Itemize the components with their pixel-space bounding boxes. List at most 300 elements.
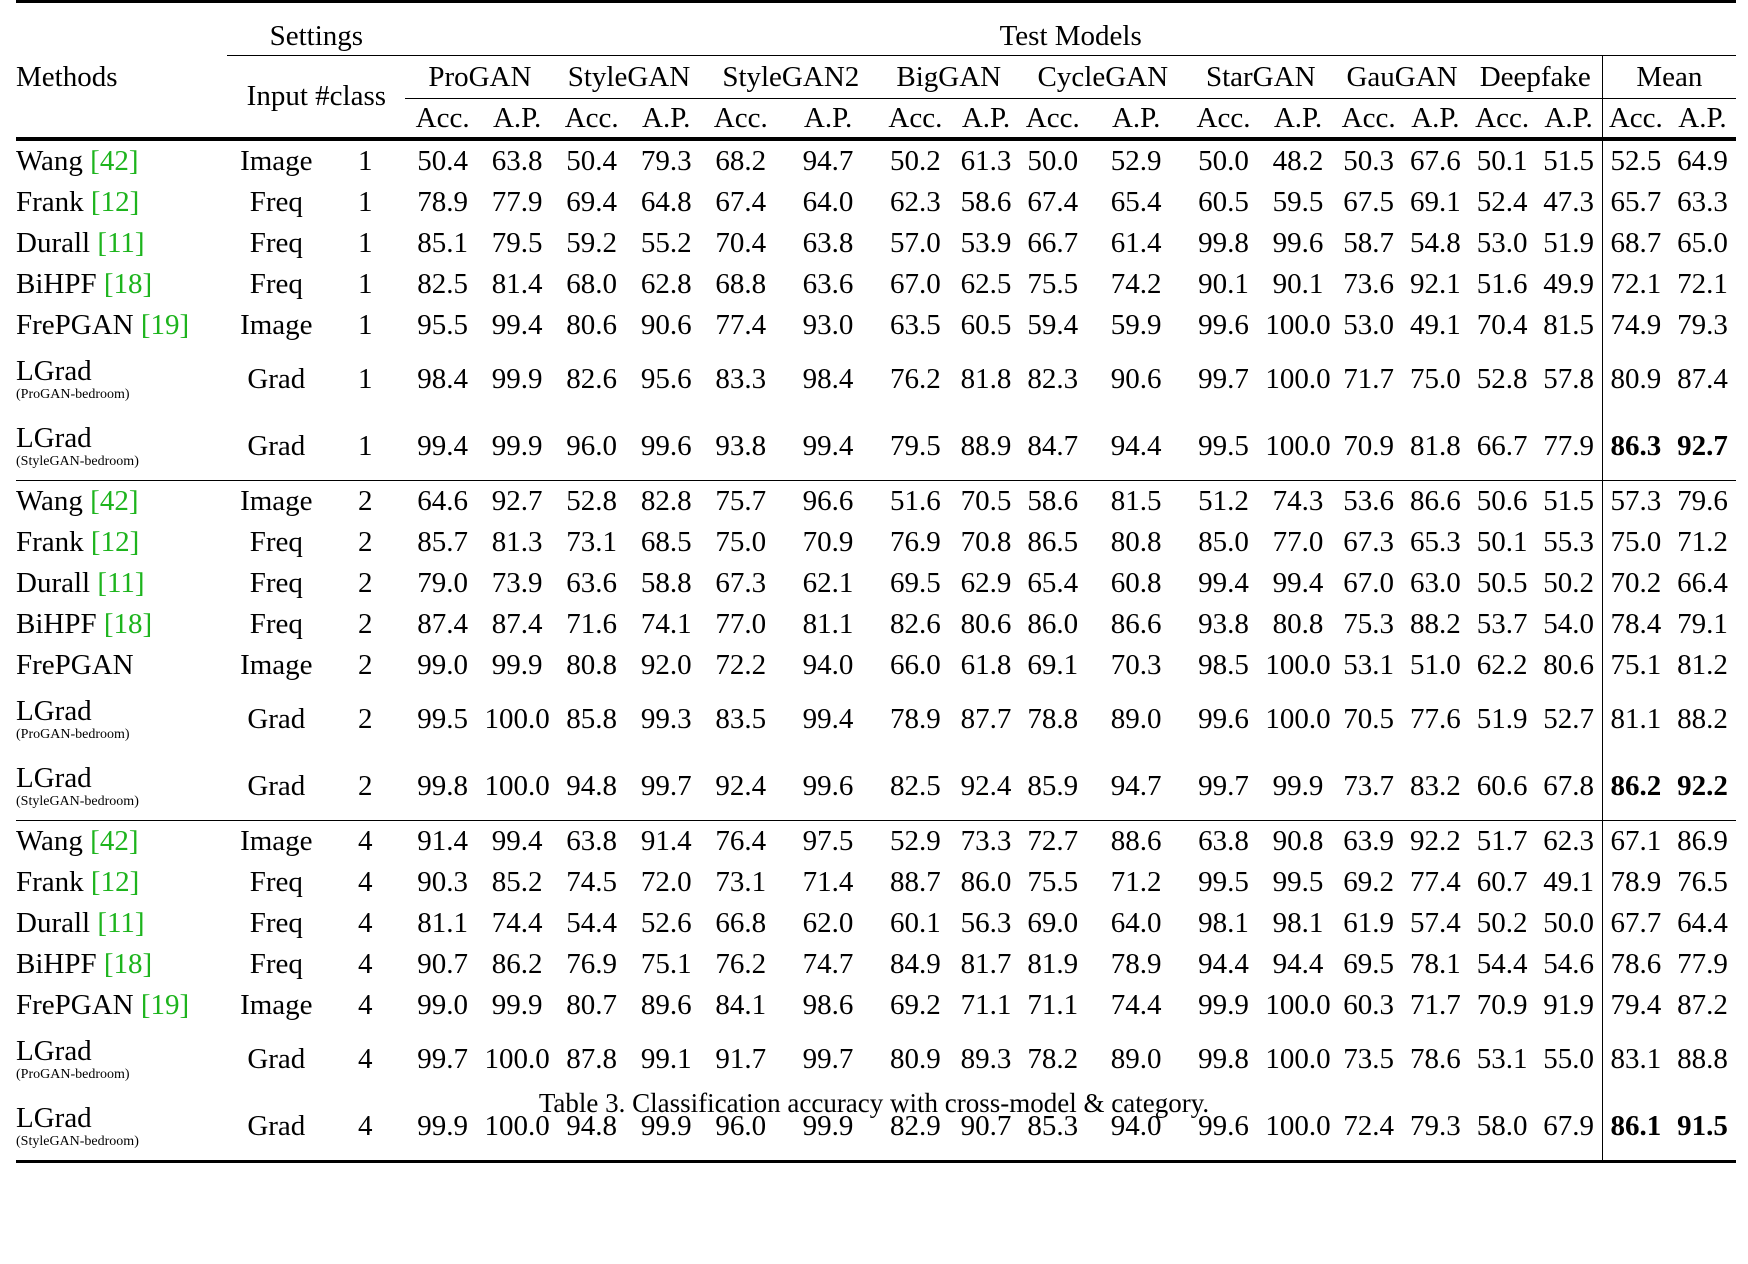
acc-value: 86.2 xyxy=(1602,753,1669,821)
citation-link[interactable]: [42] xyxy=(90,145,139,177)
ap-value: 81.2 xyxy=(1677,649,1728,681)
ap-value: 80.6 xyxy=(960,608,1012,640)
ap-value: 71.7 xyxy=(1410,989,1461,1021)
acc-value: 67.4 xyxy=(715,186,767,218)
ap-value: 100.0 xyxy=(484,703,550,735)
acc-value: 73.5 xyxy=(1343,1043,1395,1075)
header-metric-acc: Acc. xyxy=(1025,101,1080,134)
header-model-gaugan: GauGAN xyxy=(1335,56,1468,99)
acc-value: 63.6 xyxy=(566,567,618,599)
table-row xyxy=(16,985,1736,1026)
acc-value: 82.3 xyxy=(1027,363,1079,395)
acc-value: 69.4 xyxy=(566,186,618,218)
ap-value: 55.3 xyxy=(1543,526,1594,558)
input-cell: Freq xyxy=(249,186,303,218)
ap-value: 100.0 xyxy=(1265,989,1331,1021)
method-name: LGrad xyxy=(16,695,92,727)
acc-value: 93.8 xyxy=(715,430,767,462)
acc-value: 59.4 xyxy=(1027,309,1079,341)
acc-value: 99.6 xyxy=(1198,703,1249,735)
method-label xyxy=(16,269,227,300)
method-name: Durall xyxy=(16,567,91,599)
ap-value: 60.8 xyxy=(1110,567,1162,599)
ap-value: 63.0 xyxy=(1410,567,1461,599)
acc-value: 81.1 xyxy=(1602,686,1669,753)
acc-value: 82.6 xyxy=(566,363,618,395)
citation-link[interactable]: [42] xyxy=(90,825,139,857)
ap-value: 70.9 xyxy=(802,526,854,558)
ap-value: 82.8 xyxy=(629,481,704,523)
header-metric-ap: A.P. xyxy=(803,101,853,134)
ap-value: 79.1 xyxy=(1677,608,1728,640)
ap-value: 99.6 xyxy=(640,430,692,462)
ap-value: 64.9 xyxy=(1669,139,1736,182)
acc-value: 51.6 xyxy=(878,481,953,523)
method-cell xyxy=(16,944,227,985)
class-count-cell: 2 xyxy=(358,567,373,599)
method-cell xyxy=(16,182,227,223)
ap-value: 96.6 xyxy=(778,481,878,523)
acc-value: 91.7 xyxy=(715,1043,767,1075)
acc-value: 74.9 xyxy=(1602,305,1669,346)
citation-link[interactable]: [19] xyxy=(140,989,190,1021)
ap-value: 99.6 xyxy=(802,770,854,802)
acc-value: 50.2 xyxy=(878,139,953,182)
acc-value: 86.3 xyxy=(1602,413,1669,481)
ap-value: 54.6 xyxy=(1543,948,1594,980)
acc-value: 75.0 xyxy=(715,526,767,558)
ap-value: 92.2 xyxy=(1677,770,1728,802)
header-metric-ap: A.P. xyxy=(961,101,1011,134)
input-cell: Image xyxy=(240,649,313,681)
method-name: Frank xyxy=(16,866,84,898)
table-row xyxy=(16,346,1736,413)
ap-value: 52.7 xyxy=(1543,703,1594,735)
acc-value: 50.4 xyxy=(405,139,480,182)
ap-value: 92.4 xyxy=(960,770,1012,802)
method-label xyxy=(16,1036,227,1067)
acc-value: 53.6 xyxy=(1335,481,1402,523)
ap-value: 67.8 xyxy=(1543,770,1594,802)
method-cell xyxy=(16,264,227,305)
acc-value: 99.9 xyxy=(417,1110,468,1142)
method-subtitle: (StyleGAN-bedroom) xyxy=(16,794,139,809)
header-metric-acc: Acc. xyxy=(1475,101,1530,134)
ap-value: 67.9 xyxy=(1543,1110,1594,1142)
input-cell: Freq xyxy=(249,268,303,300)
method-name: Wang xyxy=(16,145,83,177)
ap-value: 77.4 xyxy=(1410,866,1461,898)
acc-value: 82.6 xyxy=(890,608,941,640)
ap-value: 65.0 xyxy=(1677,227,1728,259)
acc-value: 94.8 xyxy=(566,1110,618,1142)
acc-value: 60.1 xyxy=(890,907,941,939)
method-label xyxy=(16,650,227,681)
acc-value: 68.8 xyxy=(715,268,767,300)
ap-value: 79.6 xyxy=(1669,481,1736,523)
header-metric-ap: A.P. xyxy=(1411,101,1460,134)
input-cell: Image xyxy=(240,989,313,1021)
ap-value: 51.5 xyxy=(1535,481,1602,523)
acc-value: 75.5 xyxy=(1027,268,1079,300)
table-row xyxy=(16,1026,1736,1093)
acc-value: 78.9 xyxy=(1602,862,1669,903)
acc-value: 90.1 xyxy=(1198,268,1249,300)
results-table-wrapper xyxy=(16,0,1736,1163)
acc-value: 73.1 xyxy=(715,866,767,898)
ap-value: 88.2 xyxy=(1677,703,1728,735)
acc-value: 96.0 xyxy=(715,1110,767,1142)
citation-link[interactable]: [11] xyxy=(97,567,145,599)
method-label xyxy=(16,187,227,218)
ap-value: 77.9 xyxy=(491,186,543,218)
ap-value: 50.0 xyxy=(1543,907,1594,939)
ap-value: 80.6 xyxy=(1543,649,1594,681)
citation-link[interactable]: [12] xyxy=(90,526,140,558)
ap-value: 97.5 xyxy=(778,821,878,863)
ap-value: 88.2 xyxy=(1410,608,1461,640)
ap-value: 70.3 xyxy=(1110,649,1162,681)
acc-value: 67.0 xyxy=(1343,567,1395,599)
method-name: BiHPF xyxy=(16,268,97,300)
class-count-cell: 1 xyxy=(358,309,373,341)
method-name: LGrad xyxy=(16,762,92,794)
class-count-cell: 2 xyxy=(358,526,373,558)
method-label xyxy=(16,763,227,794)
acc-value: 62.2 xyxy=(1476,649,1528,681)
citation-link[interactable]: [18] xyxy=(103,608,153,640)
header-metric-ap: A.P. xyxy=(1544,101,1593,134)
method-cell xyxy=(16,862,227,903)
ap-value: 92.0 xyxy=(640,649,692,681)
citation-link[interactable]: [19] xyxy=(140,309,190,341)
citation-link[interactable]: [11] xyxy=(97,227,145,259)
ap-value: 90.1 xyxy=(1272,268,1324,300)
ap-value: 58.8 xyxy=(640,567,692,599)
acc-value: 79.4 xyxy=(1602,985,1669,1026)
ap-value: 67.6 xyxy=(1402,139,1469,182)
acc-value: 53.0 xyxy=(1476,227,1528,259)
table-row xyxy=(16,903,1736,944)
acc-value: 57.3 xyxy=(1602,481,1669,523)
ap-value: 87.2 xyxy=(1677,989,1728,1021)
method-name: FrePGAN xyxy=(16,649,134,681)
class-count-cell: 4 xyxy=(325,821,405,863)
acc-value: 68.7 xyxy=(1602,223,1669,264)
method-name: FrePGAN xyxy=(16,989,134,1021)
acc-value: 84.9 xyxy=(890,948,941,980)
class-count-cell: 1 xyxy=(358,363,373,395)
ap-value: 64.8 xyxy=(640,186,692,218)
acc-value: 66.0 xyxy=(890,649,941,681)
ap-value: 81.7 xyxy=(960,948,1012,980)
class-count-cell: 2 xyxy=(358,649,373,681)
input-cell: Grad xyxy=(247,703,306,735)
ap-value: 71.2 xyxy=(1677,526,1728,558)
acc-value: 68.0 xyxy=(566,268,618,300)
acc-value: 80.9 xyxy=(1602,346,1669,413)
input-cell: Freq xyxy=(249,948,303,980)
acc-value: 99.0 xyxy=(417,649,468,681)
ap-value: 81.5 xyxy=(1086,481,1186,523)
header-input: Input xyxy=(246,80,308,112)
acc-value: 99.5 xyxy=(1198,430,1249,462)
ap-value: 99.7 xyxy=(802,1043,854,1075)
method-subtitle: (ProGAN-bedroom) xyxy=(16,387,130,402)
ap-value: 81.5 xyxy=(1543,309,1594,341)
ap-value: 79.5 xyxy=(491,227,543,259)
acc-value: 98.5 xyxy=(1198,649,1249,681)
method-cell xyxy=(16,563,227,604)
table-body xyxy=(16,139,1736,1160)
acc-value: 71.7 xyxy=(1343,363,1395,395)
table-row xyxy=(16,753,1736,821)
ap-value: 94.7 xyxy=(1110,770,1162,802)
method-label xyxy=(16,310,227,341)
ap-value: 75.1 xyxy=(640,948,692,980)
ap-value: 49.1 xyxy=(1410,309,1461,341)
acc-value: 51.6 xyxy=(1476,268,1528,300)
acc-value: 70.4 xyxy=(1476,309,1528,341)
ap-value: 58.6 xyxy=(960,186,1012,218)
class-count-cell: 4 xyxy=(358,907,373,939)
table-row xyxy=(16,139,1736,182)
ap-value: 77.9 xyxy=(1677,948,1728,980)
ap-value: 64.0 xyxy=(802,186,854,218)
method-label xyxy=(16,486,227,517)
citation-link[interactable]: [12] xyxy=(90,866,140,898)
ap-value: 89.0 xyxy=(1110,703,1162,735)
acc-value: 74.5 xyxy=(566,866,618,898)
acc-value: 79.0 xyxy=(417,567,468,599)
acc-value: 99.6 xyxy=(1198,309,1249,341)
ap-value: 100.0 xyxy=(484,1043,550,1075)
acc-value: 66.8 xyxy=(715,907,767,939)
method-label xyxy=(16,826,227,857)
acc-value: 94.8 xyxy=(566,770,618,802)
ap-value: 47.3 xyxy=(1543,186,1594,218)
method-cell xyxy=(16,481,227,523)
acc-value: 90.3 xyxy=(417,866,468,898)
ap-value: 88.9 xyxy=(960,430,1012,462)
ap-value: 99.4 xyxy=(802,703,854,735)
method-cell xyxy=(16,903,227,944)
class-count-cell: 2 xyxy=(325,481,405,523)
ap-value: 100.0 xyxy=(1265,430,1331,462)
ap-value: 94.7 xyxy=(778,139,878,182)
ap-value: 99.9 xyxy=(491,430,543,462)
acc-value: 51.7 xyxy=(1469,821,1536,863)
acc-value: 98.4 xyxy=(417,363,468,395)
acc-value: 60.7 xyxy=(1476,866,1528,898)
acc-value: 58.7 xyxy=(1343,227,1395,259)
ap-value: 52.6 xyxy=(640,907,692,939)
method-label xyxy=(16,228,227,259)
acc-value: 50.1 xyxy=(1469,139,1536,182)
ap-value: 91.4 xyxy=(629,821,704,863)
acc-value: 83.3 xyxy=(715,363,767,395)
acc-value: 99.0 xyxy=(417,989,468,1021)
ap-value: 62.9 xyxy=(960,567,1012,599)
method-label xyxy=(16,146,227,177)
acc-value: 60.3 xyxy=(1343,989,1395,1021)
acc-value: 50.1 xyxy=(1476,526,1528,558)
acc-value: 85.8 xyxy=(566,703,618,735)
citation-link[interactable]: [42] xyxy=(90,485,139,517)
table-row xyxy=(16,481,1736,523)
ap-value: 78.1 xyxy=(1410,948,1461,980)
header-metric-acc: Acc. xyxy=(1602,99,1669,140)
acc-value: 69.5 xyxy=(890,567,941,599)
header-metric-acc: Acc. xyxy=(1341,101,1396,134)
acc-value: 78.9 xyxy=(417,186,468,218)
acc-value: 72.4 xyxy=(1343,1110,1395,1142)
acc-value: 78.9 xyxy=(890,703,941,735)
header-model-biggan: BigGAN xyxy=(878,56,1019,99)
input-cell: Image xyxy=(227,139,325,182)
ap-value: 48.2 xyxy=(1261,139,1336,182)
header-model-mean: Mean xyxy=(1602,56,1736,99)
ap-value: 65.3 xyxy=(1410,526,1461,558)
ap-value: 72.1 xyxy=(1677,268,1728,300)
header-metric-ap: A.P. xyxy=(1678,101,1727,134)
acc-value: 52.4 xyxy=(1476,186,1528,218)
acc-value: 75.1 xyxy=(1602,645,1669,686)
acc-value: 77.4 xyxy=(715,309,767,341)
input-cell: Freq xyxy=(249,567,303,599)
table-row xyxy=(16,645,1736,686)
ap-value: 71.4 xyxy=(802,866,854,898)
ap-value: 99.9 xyxy=(802,1110,854,1142)
acc-value: 50.0 xyxy=(1019,139,1086,182)
ap-value: 51.9 xyxy=(1543,227,1594,259)
acc-value: 69.2 xyxy=(1343,866,1395,898)
header-settings: Settings xyxy=(227,2,405,56)
acc-value: 81.1 xyxy=(417,907,468,939)
ap-value: 78.6 xyxy=(1410,1043,1461,1075)
ap-value: 81.8 xyxy=(1410,430,1461,462)
acc-value: 99.4 xyxy=(1198,567,1249,599)
header-metric-acc: Acc. xyxy=(713,101,768,134)
citation-link[interactable]: [12] xyxy=(90,186,140,218)
acc-value: 77.0 xyxy=(715,608,767,640)
acc-value: 78.6 xyxy=(1602,944,1669,985)
acc-value: 99.5 xyxy=(1198,866,1249,898)
ap-value: 98.6 xyxy=(802,989,854,1021)
method-cell xyxy=(16,645,227,686)
ap-value: 62.3 xyxy=(1535,821,1602,863)
acc-value: 50.6 xyxy=(1469,481,1536,523)
header-methods: Methods xyxy=(16,2,227,140)
acc-value: 70.2 xyxy=(1602,563,1669,604)
ap-value: 99.9 xyxy=(640,1110,692,1142)
acc-value: 80.9 xyxy=(890,1043,941,1075)
ap-value: 54.0 xyxy=(1543,608,1594,640)
ap-value: 92.7 xyxy=(1677,430,1728,462)
acc-value: 85.9 xyxy=(1027,770,1079,802)
table-caption: Table 3. Classification accuracy with cross-model & category. xyxy=(538,1088,1210,1118)
class-count-cell: 1 xyxy=(325,139,405,182)
ap-value: 64.0 xyxy=(1110,907,1162,939)
citation-link[interactable]: [18] xyxy=(103,268,153,300)
table-row xyxy=(16,413,1736,481)
ap-value: 95.6 xyxy=(640,363,692,395)
method-label xyxy=(16,867,227,898)
class-count-cell: 2 xyxy=(358,703,373,735)
header-metric-acc: Acc. xyxy=(1196,101,1251,134)
acc-value: 67.3 xyxy=(715,567,767,599)
acc-value: 50.4 xyxy=(554,139,629,182)
ap-value: 71.1 xyxy=(960,989,1012,1021)
ap-value: 74.7 xyxy=(802,948,854,980)
ap-value: 100.0 xyxy=(1265,309,1331,341)
method-cell xyxy=(16,821,227,863)
ap-value: 52.9 xyxy=(1086,139,1186,182)
ap-value: 78.9 xyxy=(1110,948,1162,980)
header-metric-acc: Acc. xyxy=(888,101,943,134)
citation-link[interactable]: [11] xyxy=(97,907,145,939)
ap-value: 99.1 xyxy=(640,1043,692,1075)
citation-link[interactable]: [18] xyxy=(103,948,153,980)
ap-value: 62.1 xyxy=(802,567,854,599)
ap-value: 55.0 xyxy=(1543,1043,1594,1075)
header-metric-acc: Acc. xyxy=(564,101,619,134)
ap-value: 100.0 xyxy=(484,770,550,802)
ap-value: 94.4 xyxy=(1272,948,1324,980)
acc-value: 69.2 xyxy=(890,989,941,1021)
ap-value: 99.4 xyxy=(491,309,543,341)
method-name: Frank xyxy=(16,526,84,558)
ap-value: 72.0 xyxy=(640,866,692,898)
acc-value: 99.8 xyxy=(1198,1043,1249,1075)
method-name: LGrad xyxy=(16,1035,92,1067)
acc-value: 80.7 xyxy=(566,989,618,1021)
header-metric-acc: Acc. xyxy=(415,101,470,134)
method-cell xyxy=(16,413,227,481)
acc-value: 82.5 xyxy=(890,770,941,802)
acc-value: 73.7 xyxy=(1343,770,1395,802)
acc-value: 70.9 xyxy=(1343,430,1395,462)
method-cell xyxy=(16,604,227,645)
ap-value: 86.2 xyxy=(491,948,543,980)
ap-value: 76.5 xyxy=(1677,866,1728,898)
ap-value: 87.4 xyxy=(491,608,543,640)
acc-value: 67.5 xyxy=(1343,186,1395,218)
method-name: Wang xyxy=(16,825,83,857)
ap-value: 60.5 xyxy=(960,309,1012,341)
ap-value: 70.8 xyxy=(960,526,1012,558)
acc-value: 63.8 xyxy=(1186,821,1261,863)
acc-value: 76.2 xyxy=(890,363,941,395)
acc-value: 99.5 xyxy=(417,703,468,735)
acc-value: 69.0 xyxy=(1027,907,1079,939)
ap-value: 86.9 xyxy=(1669,821,1736,863)
acc-value: 50.3 xyxy=(1335,139,1402,182)
method-cell xyxy=(16,139,227,182)
table-row xyxy=(16,522,1736,563)
input-cell: Image xyxy=(240,309,313,341)
ap-value: 98.4 xyxy=(802,363,854,395)
ap-value: 93.0 xyxy=(802,309,854,341)
acc-value: 69.1 xyxy=(1027,649,1079,681)
method-label xyxy=(16,908,227,939)
acc-value: 68.2 xyxy=(703,139,778,182)
method-label xyxy=(16,356,227,387)
results-table xyxy=(16,0,1736,1163)
ap-value: 90.8 xyxy=(1261,821,1336,863)
acc-value: 80.6 xyxy=(566,309,618,341)
header-metric-ap: A.P. xyxy=(1273,101,1323,134)
